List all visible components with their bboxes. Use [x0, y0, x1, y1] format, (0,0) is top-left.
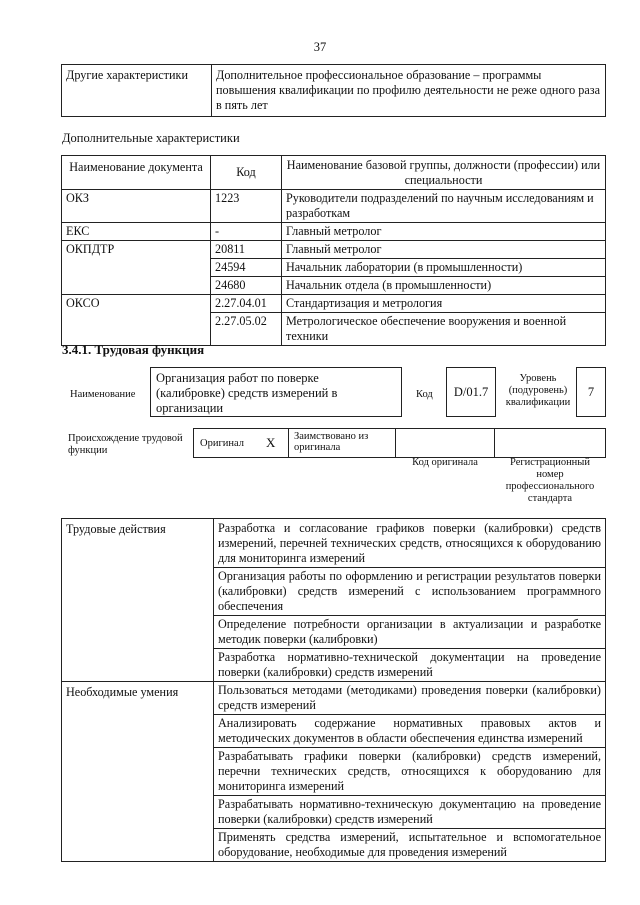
- function-name-value: Организация работ по поверке (калибровке) средств измерений в организации: [156, 371, 338, 415]
- header-document: Наименование документа: [62, 156, 211, 190]
- row-code: 24594: [211, 259, 282, 277]
- qualification-level-value: 7: [587, 385, 595, 399]
- row-code: -: [211, 223, 282, 241]
- table-row: [62, 519, 606, 568]
- table-row: [62, 241, 606, 259]
- row-doc: ОКПДТР: [62, 241, 211, 295]
- row-code: 20811: [211, 241, 282, 259]
- function-name-box: [150, 367, 402, 417]
- labour-action-item: Определение потребности организации в актуализации и разработке методик поверки (калибровки): [214, 616, 606, 649]
- skill-item: Пользоваться методами (методиками) проведения поверки (калибровки) средств измерений: [214, 682, 606, 715]
- labour-action-item: Организация работы по оформлению и регистрации результатов поверки (калибровки) средств измерений с использованием программного обеспечения: [214, 568, 606, 616]
- functions-table: [61, 518, 606, 862]
- skill-item: Применять средства измерений, испытательное и вспомогательное оборудование, необходимые для проведения измерений: [214, 829, 606, 862]
- row-name: Метрологическое обеспечение вооружения и военной техники: [282, 313, 606, 346]
- function-code-box: [446, 367, 496, 417]
- qualification-level-label: Уровень (подуровень) квалификации: [505, 373, 571, 408]
- origin-reg-number-cell: [494, 428, 606, 458]
- function-code-value: D/01.7: [453, 385, 489, 399]
- skill-item: Разрабатывать графики поверки (калибровки) средств измерений, перечни технических средств, относящихся к оборудованию для мониторинга измерений: [214, 748, 606, 796]
- row-name: Начальник отдела (в промышленности): [282, 277, 606, 295]
- row-code: 24680: [211, 277, 282, 295]
- origin-borrowed-cell: [288, 428, 396, 458]
- row-doc: ЕКС: [62, 223, 211, 241]
- row-doc: ОКЗ: [62, 190, 211, 223]
- function-code-label: Код: [416, 389, 433, 400]
- other-characteristics-label: Другие характеристики: [62, 65, 212, 117]
- origin-borrowed-label: Заимствовано из оригинала: [294, 431, 369, 453]
- other-characteristics-value: Дополнительное профессиональное образование – программы повышения квалификации по профилю деятельности не реже одного раза в пять лет: [212, 65, 606, 117]
- labour-action-item: Разработка нормативно-технической документации на проведение поверки (калибровки) средств измерений: [214, 649, 606, 682]
- function-name-label: Наименование: [70, 389, 136, 400]
- labour-actions-label: Трудовые действия: [62, 519, 214, 682]
- table-header-row: [62, 156, 606, 190]
- row-code: 2.27.04.01: [211, 295, 282, 313]
- row-doc: ОКСО: [62, 295, 211, 346]
- table-row: [62, 295, 606, 313]
- origin-original-label: Оригинал: [200, 438, 244, 449]
- labour-action-item: Разработка и согласование графиков поверки (калибровки) средств измерений, перечней технических средств, относящихся к оборудованию для мониторинга измерений: [214, 519, 606, 568]
- origin-label: Происхождение трудовой функции: [68, 433, 183, 456]
- characteristics-table: [61, 155, 606, 346]
- row-code: 2.27.05.02: [211, 313, 282, 346]
- section-title: 3.4.1. Трудовая функция: [62, 342, 205, 357]
- header-name: Наименование базовой группы, должности (профессии) или специальности: [282, 156, 606, 190]
- header-code: Код: [211, 156, 282, 190]
- row-name: Руководители подразделений по научным исследованиям и разработкам: [282, 190, 606, 223]
- table-row: [62, 682, 606, 715]
- table-row: [62, 190, 606, 223]
- required-skills-label: Необходимые умения: [62, 682, 214, 862]
- reg-number-caption: Регистрационный номер профессионального стандарта: [505, 457, 595, 504]
- additional-characteristics-title: Дополнительные характеристики: [62, 131, 240, 145]
- row-code: 1223: [211, 190, 282, 223]
- row-name: Стандартизация и метрология: [282, 295, 606, 313]
- row-name: Начальник лаборатории (в промышленности): [282, 259, 606, 277]
- qualification-level-box: [576, 367, 606, 417]
- skill-item: Анализировать содержание нормативных правовых актов и методических документов в области обеспечения единства измерений: [214, 715, 606, 748]
- table-row: [62, 223, 606, 241]
- origin-original-cell: [193, 428, 289, 458]
- skill-item: Разрабатывать нормативно-техническую документацию на проведение поверки (калибровки) средств измерений: [214, 796, 606, 829]
- origin-original-mark: X: [266, 435, 276, 450]
- other-characteristics-table: [61, 64, 606, 117]
- row-name: Главный метролог: [282, 223, 606, 241]
- original-code-caption: Код оригинала: [412, 457, 478, 468]
- page-number: 37: [313, 40, 327, 54]
- origin-code-cell: [395, 428, 495, 458]
- row-name: Главный метролог: [282, 241, 606, 259]
